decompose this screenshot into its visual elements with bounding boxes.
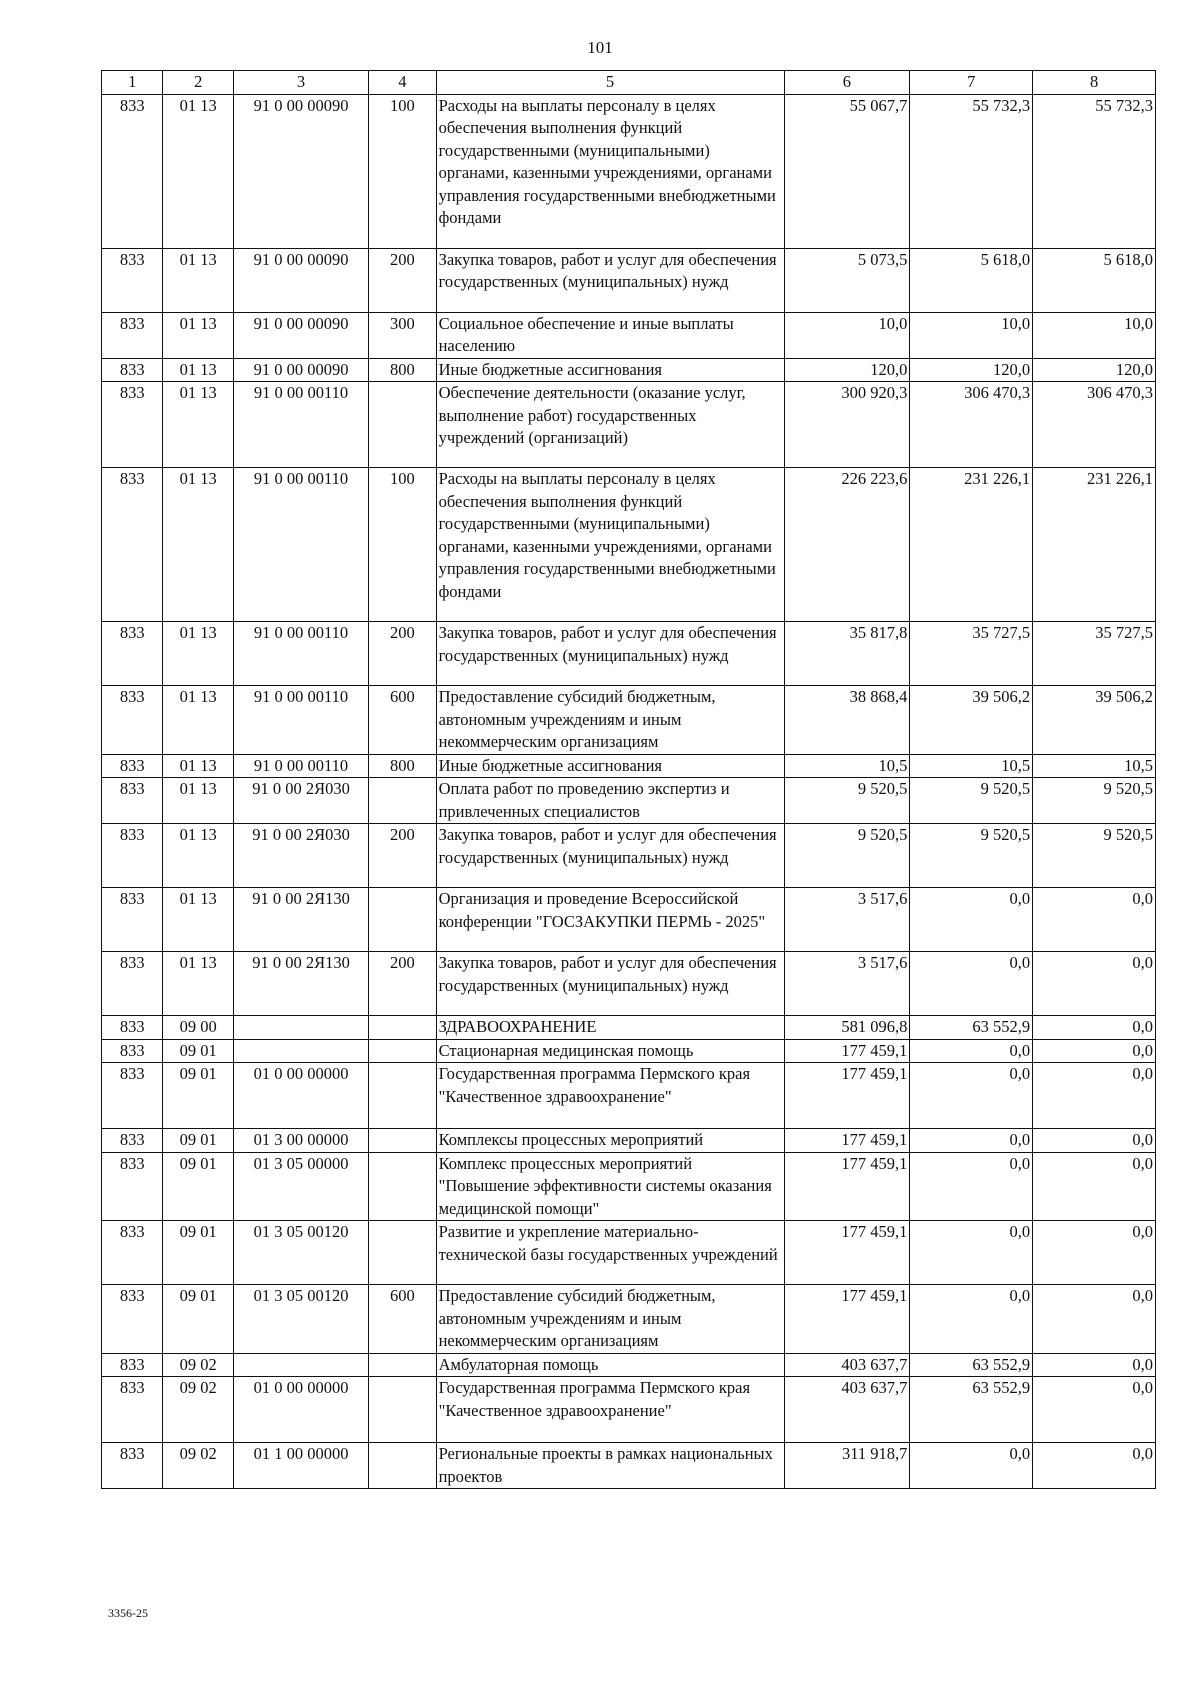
cell-amount-col8: 39 506,2 <box>1033 686 1156 755</box>
cell-admin-code: 833 <box>102 952 163 1016</box>
cell-section-code: 01 13 <box>163 358 234 382</box>
cell-expense-type <box>369 1039 437 1063</box>
cell-amount-col7: 5 618,0 <box>910 248 1033 312</box>
cell-admin-code: 833 <box>102 1129 163 1153</box>
header-col-3: 3 <box>233 71 368 95</box>
cell-amount-col6: 9 520,5 <box>784 824 910 888</box>
cell-amount-col8: 10,5 <box>1033 754 1156 778</box>
cell-section-code: 01 13 <box>163 382 234 468</box>
cell-item-name: Расходы на выплаты персоналу в целях обеспечения выполнения функций государственными (муниципальными) органами, казенными учреждениями, органами управления государственными внебюджетными фондами <box>436 468 784 622</box>
cell-amount-col6: 177 459,1 <box>784 1129 910 1153</box>
cell-amount-col7: 55 732,3 <box>910 94 1033 248</box>
cell-section-code: 09 01 <box>163 1221 234 1285</box>
cell-amount-col7: 0,0 <box>910 1063 1033 1129</box>
cell-target-code: 91 0 00 2Я130 <box>233 888 368 952</box>
cell-amount-col8: 0,0 <box>1033 1129 1156 1153</box>
header-row <box>102 71 1156 95</box>
cell-amount-col8: 120,0 <box>1033 358 1156 382</box>
cell-section-code: 01 13 <box>163 754 234 778</box>
page-number: 101 <box>587 38 613 57</box>
cell-target-code: 91 0 00 00090 <box>233 358 368 382</box>
cell-amount-col6: 177 459,1 <box>784 1221 910 1285</box>
cell-item-name: Стационарная медицинская помощь <box>436 1039 784 1063</box>
header-col-8: 8 <box>1033 71 1156 95</box>
cell-amount-col6: 311 918,7 <box>784 1443 910 1489</box>
cell-section-code: 01 13 <box>163 778 234 824</box>
cell-target-code: 01 0 00 00000 <box>233 1063 368 1129</box>
cell-amount-col7: 0,0 <box>910 1129 1033 1153</box>
cell-amount-col7: 0,0 <box>910 952 1033 1016</box>
cell-amount-col7: 0,0 <box>910 1152 1033 1221</box>
table-row <box>102 358 1156 382</box>
table-row <box>102 1285 1156 1354</box>
cell-target-code <box>233 1353 368 1377</box>
cell-expense-type: 200 <box>369 248 437 312</box>
table-row <box>102 888 1156 952</box>
cell-amount-col6: 120,0 <box>784 358 910 382</box>
cell-expense-type <box>369 1152 437 1221</box>
cell-item-name: Развитие и укрепление материально-технической базы государственных учреждений <box>436 1221 784 1285</box>
cell-section-code: 09 01 <box>163 1285 234 1354</box>
cell-section-code: 09 02 <box>163 1377 234 1443</box>
cell-expense-type: 300 <box>369 312 437 358</box>
cell-section-code: 09 00 <box>163 1016 234 1040</box>
cell-expense-type <box>369 1377 437 1443</box>
cell-amount-col7: 9 520,5 <box>910 824 1033 888</box>
cell-target-code: 01 3 05 00120 <box>233 1221 368 1285</box>
table-row <box>102 248 1156 312</box>
cell-amount-col6: 38 868,4 <box>784 686 910 755</box>
table-row <box>102 1353 1156 1377</box>
cell-section-code: 01 13 <box>163 468 234 622</box>
cell-item-name: Региональные проекты в рамках национальных проектов <box>436 1443 784 1489</box>
table-row <box>102 1016 1156 1040</box>
cell-amount-col6: 3 517,6 <box>784 888 910 952</box>
cell-section-code: 09 02 <box>163 1353 234 1377</box>
cell-amount-col6: 10,0 <box>784 312 910 358</box>
cell-expense-type <box>369 888 437 952</box>
table-row <box>102 1377 1156 1443</box>
cell-amount-col7: 39 506,2 <box>910 686 1033 755</box>
table-row <box>102 94 1156 248</box>
header-col-2: 2 <box>163 71 234 95</box>
cell-amount-col8: 0,0 <box>1033 1221 1156 1285</box>
cell-expense-type: 100 <box>369 94 437 248</box>
cell-item-name: Закупка товаров, работ и услуг для обеспечения государственных (муниципальных) нужд <box>436 952 784 1016</box>
cell-amount-col7: 63 552,9 <box>910 1377 1033 1443</box>
cell-item-name: ЗДРАВООХРАНЕНИЕ <box>436 1016 784 1040</box>
cell-admin-code: 833 <box>102 1016 163 1040</box>
cell-amount-col6: 9 520,5 <box>784 778 910 824</box>
cell-expense-type <box>369 778 437 824</box>
table-row <box>102 1129 1156 1153</box>
cell-admin-code: 833 <box>102 1443 163 1489</box>
cell-target-code: 91 0 00 00110 <box>233 686 368 755</box>
table-row <box>102 754 1156 778</box>
cell-item-name: Расходы на выплаты персоналу в целях обеспечения выполнения функций государственными (муниципальными) органами, казенными учреждениями, органами управления государственными внебюджетными фондами <box>436 94 784 248</box>
cell-amount-col6: 10,5 <box>784 754 910 778</box>
cell-admin-code: 833 <box>102 824 163 888</box>
cell-item-name: Оплата работ по проведению экспертиз и привлеченных специалистов <box>436 778 784 824</box>
cell-target-code <box>233 1016 368 1040</box>
cell-amount-col7: 0,0 <box>910 1285 1033 1354</box>
cell-amount-col8: 9 520,5 <box>1033 778 1156 824</box>
cell-amount-col8: 0,0 <box>1033 1377 1156 1443</box>
cell-amount-col6: 177 459,1 <box>784 1152 910 1221</box>
cell-admin-code: 833 <box>102 686 163 755</box>
cell-amount-col8: 10,0 <box>1033 312 1156 358</box>
cell-amount-col7: 0,0 <box>910 888 1033 952</box>
table-row <box>102 1152 1156 1221</box>
table-body <box>102 94 1156 1489</box>
table-row <box>102 1063 1156 1129</box>
table-row <box>102 1039 1156 1063</box>
cell-target-code: 01 1 00 00000 <box>233 1443 368 1489</box>
cell-target-code: 91 0 00 2Я030 <box>233 824 368 888</box>
cell-amount-col6: 226 223,6 <box>784 468 910 622</box>
table-row <box>102 1221 1156 1285</box>
cell-amount-col8: 306 470,3 <box>1033 382 1156 468</box>
header-col-5: 5 <box>436 71 784 95</box>
cell-expense-type <box>369 1353 437 1377</box>
cell-amount-col8: 55 732,3 <box>1033 94 1156 248</box>
header-col-1: 1 <box>102 71 163 95</box>
cell-target-code: 91 0 00 00110 <box>233 754 368 778</box>
cell-amount-col7: 35 727,5 <box>910 622 1033 686</box>
cell-admin-code: 833 <box>102 622 163 686</box>
table-row <box>102 468 1156 622</box>
cell-item-name: Закупка товаров, работ и услуг для обеспечения государственных (муниципальных) нужд <box>436 824 784 888</box>
cell-section-code: 01 13 <box>163 824 234 888</box>
table-row <box>102 778 1156 824</box>
cell-amount-col6: 35 817,8 <box>784 622 910 686</box>
cell-amount-col6: 581 096,8 <box>784 1016 910 1040</box>
cell-admin-code: 833 <box>102 1039 163 1063</box>
cell-section-code: 09 01 <box>163 1039 234 1063</box>
cell-item-name: Предоставление субсидий бюджетным, автономным учреждениям и иным некоммерческим организациям <box>436 1285 784 1354</box>
cell-item-name: Комплекс процессных мероприятий "Повышение эффективности системы оказания медицинской помощи" <box>436 1152 784 1221</box>
cell-item-name: Комплексы процессных мероприятий <box>436 1129 784 1153</box>
table-row <box>102 824 1156 888</box>
cell-amount-col8: 0,0 <box>1033 952 1156 1016</box>
cell-amount-col8: 0,0 <box>1033 1152 1156 1221</box>
cell-amount-col7: 63 552,9 <box>910 1353 1033 1377</box>
cell-amount-col7: 231 226,1 <box>910 468 1033 622</box>
table-header <box>102 71 1156 95</box>
cell-amount-col8: 35 727,5 <box>1033 622 1156 686</box>
cell-section-code: 01 13 <box>163 888 234 952</box>
cell-item-name: Организация и проведение Всероссийской конференции "ГОСЗАКУПКИ ПЕРМЬ - 2025" <box>436 888 784 952</box>
table-row <box>102 952 1156 1016</box>
cell-amount-col6: 300 920,3 <box>784 382 910 468</box>
cell-admin-code: 833 <box>102 1285 163 1354</box>
cell-expense-type: 200 <box>369 622 437 686</box>
header-col-4: 4 <box>369 71 437 95</box>
table-row <box>102 686 1156 755</box>
cell-item-name: Иные бюджетные ассигнования <box>436 358 784 382</box>
cell-section-code: 01 13 <box>163 686 234 755</box>
cell-section-code: 01 13 <box>163 248 234 312</box>
header-col-7: 7 <box>910 71 1033 95</box>
cell-expense-type <box>369 1063 437 1129</box>
cell-amount-col6: 5 073,5 <box>784 248 910 312</box>
cell-admin-code: 833 <box>102 382 163 468</box>
cell-target-code: 91 0 00 00110 <box>233 468 368 622</box>
cell-item-name: Государственная программа Пермского края "Качественное здравоохранение" <box>436 1063 784 1129</box>
cell-admin-code: 833 <box>102 94 163 248</box>
cell-target-code: 91 0 00 00090 <box>233 248 368 312</box>
cell-expense-type: 100 <box>369 468 437 622</box>
cell-amount-col8: 0,0 <box>1033 1063 1156 1129</box>
table-row <box>102 312 1156 358</box>
cell-admin-code: 833 <box>102 1353 163 1377</box>
cell-admin-code: 833 <box>102 1063 163 1129</box>
cell-amount-col7: 120,0 <box>910 358 1033 382</box>
cell-amount-col8: 9 520,5 <box>1033 824 1156 888</box>
cell-expense-type: 600 <box>369 686 437 755</box>
cell-section-code: 01 13 <box>163 952 234 1016</box>
cell-admin-code: 833 <box>102 312 163 358</box>
cell-target-code: 01 0 00 00000 <box>233 1377 368 1443</box>
cell-amount-col6: 403 637,7 <box>784 1377 910 1443</box>
cell-expense-type <box>369 382 437 468</box>
cell-amount-col8: 0,0 <box>1033 1443 1156 1489</box>
cell-expense-type: 800 <box>369 358 437 382</box>
table-row <box>102 1443 1156 1489</box>
header-col-6: 6 <box>784 71 910 95</box>
cell-amount-col8: 0,0 <box>1033 1353 1156 1377</box>
cell-section-code: 01 13 <box>163 94 234 248</box>
budget-table <box>101 70 1156 1489</box>
cell-target-code: 91 0 00 00090 <box>233 312 368 358</box>
cell-section-code: 09 01 <box>163 1063 234 1129</box>
cell-item-name: Амбулаторная помощь <box>436 1353 784 1377</box>
cell-expense-type: 800 <box>369 754 437 778</box>
cell-amount-col6: 177 459,1 <box>784 1039 910 1063</box>
cell-amount-col8: 0,0 <box>1033 1016 1156 1040</box>
cell-amount-col6: 3 517,6 <box>784 952 910 1016</box>
cell-expense-type <box>369 1443 437 1489</box>
cell-admin-code: 833 <box>102 1152 163 1221</box>
cell-admin-code: 833 <box>102 1221 163 1285</box>
cell-amount-col7: 0,0 <box>910 1443 1033 1489</box>
cell-admin-code: 833 <box>102 888 163 952</box>
cell-section-code: 01 13 <box>163 622 234 686</box>
cell-amount-col7: 10,5 <box>910 754 1033 778</box>
cell-amount-col8: 231 226,1 <box>1033 468 1156 622</box>
cell-amount-col6: 55 067,7 <box>784 94 910 248</box>
cell-amount-col7: 306 470,3 <box>910 382 1033 468</box>
cell-target-code: 91 0 00 00110 <box>233 382 368 468</box>
cell-target-code: 91 0 00 00090 <box>233 94 368 248</box>
cell-section-code: 01 13 <box>163 312 234 358</box>
cell-target-code: 91 0 00 00110 <box>233 622 368 686</box>
cell-admin-code: 833 <box>102 754 163 778</box>
cell-amount-col7: 63 552,9 <box>910 1016 1033 1040</box>
cell-amount-col7: 9 520,5 <box>910 778 1033 824</box>
cell-item-name: Закупка товаров, работ и услуг для обеспечения государственных (муниципальных) нужд <box>436 622 784 686</box>
cell-expense-type: 600 <box>369 1285 437 1354</box>
cell-admin-code: 833 <box>102 778 163 824</box>
cell-section-code: 09 01 <box>163 1152 234 1221</box>
cell-expense-type <box>369 1129 437 1153</box>
cell-admin-code: 833 <box>102 1377 163 1443</box>
cell-amount-col6: 403 637,7 <box>784 1353 910 1377</box>
cell-target-code: 91 0 00 2Я030 <box>233 778 368 824</box>
cell-amount-col8: 0,0 <box>1033 1285 1156 1354</box>
cell-item-name: Социальное обеспечение и иные выплаты населению <box>436 312 784 358</box>
cell-amount-col8: 0,0 <box>1033 888 1156 952</box>
cell-item-name: Предоставление субсидий бюджетным, автономным учреждениям и иным некоммерческим организациям <box>436 686 784 755</box>
cell-item-name: Иные бюджетные ассигнования <box>436 754 784 778</box>
cell-expense-type <box>369 1221 437 1285</box>
table-row <box>102 622 1156 686</box>
cell-section-code: 09 02 <box>163 1443 234 1489</box>
cell-expense-type: 200 <box>369 952 437 1016</box>
cell-amount-col6: 177 459,1 <box>784 1285 910 1354</box>
cell-target-code: 01 3 00 00000 <box>233 1129 368 1153</box>
cell-target-code: 91 0 00 2Я130 <box>233 952 368 1016</box>
cell-amount-col8: 5 618,0 <box>1033 248 1156 312</box>
cell-item-name: Обеспечение деятельности (оказание услуг, выполнение работ) государственных учреждений (организаций) <box>436 382 784 468</box>
cell-amount-col7: 10,0 <box>910 312 1033 358</box>
cell-item-name: Закупка товаров, работ и услуг для обеспечения государственных (муниципальных) нужд <box>436 248 784 312</box>
cell-expense-type <box>369 1016 437 1040</box>
cell-amount-col7: 0,0 <box>910 1221 1033 1285</box>
document-code: 3356-25 <box>108 1606 148 1620</box>
cell-admin-code: 833 <box>102 358 163 382</box>
cell-amount-col8: 0,0 <box>1033 1039 1156 1063</box>
cell-target-code: 01 3 05 00120 <box>233 1285 368 1354</box>
cell-amount-col7: 0,0 <box>910 1039 1033 1063</box>
cell-target-code <box>233 1039 368 1063</box>
cell-admin-code: 833 <box>102 248 163 312</box>
cell-target-code: 01 3 05 00000 <box>233 1152 368 1221</box>
cell-section-code: 09 01 <box>163 1129 234 1153</box>
cell-expense-type: 200 <box>369 824 437 888</box>
table-row <box>102 382 1156 468</box>
cell-item-name: Государственная программа Пермского края "Качественное здравоохранение" <box>436 1377 784 1443</box>
cell-amount-col6: 177 459,1 <box>784 1063 910 1129</box>
cell-admin-code: 833 <box>102 468 163 622</box>
